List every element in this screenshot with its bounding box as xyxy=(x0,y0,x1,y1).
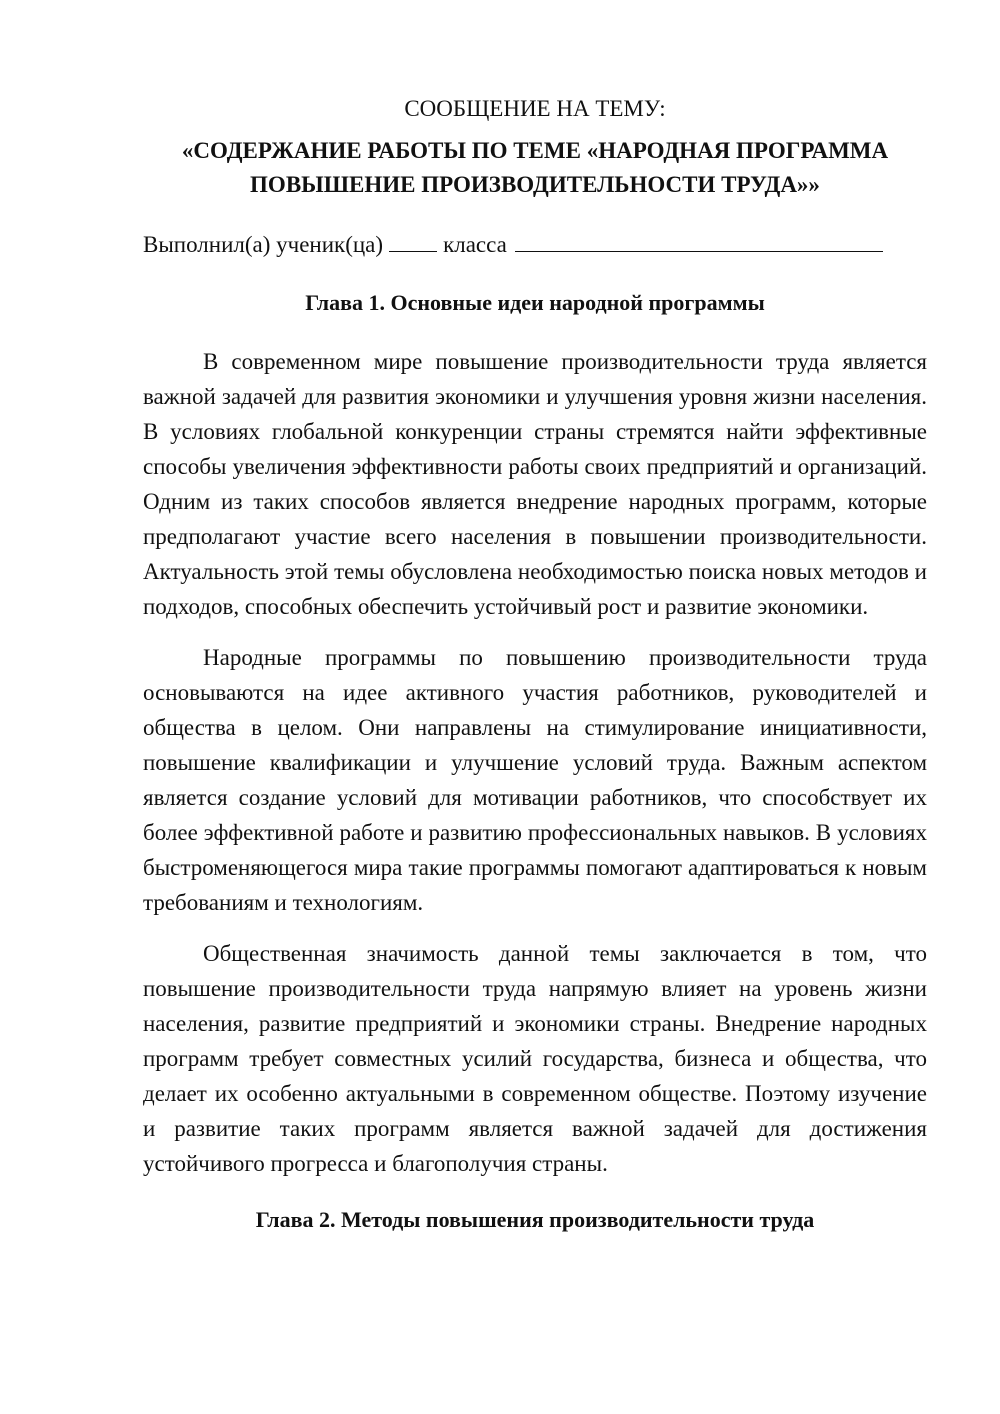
chapter-2-heading: Глава 2. Методы повышения производительности труда xyxy=(255,1207,815,1232)
document-header: СООБЩЕНИЕ НА ТЕМУ: xyxy=(404,96,666,121)
document-body xyxy=(143,92,927,1237)
author-label: Выполнил(а) ученик(ца) xyxy=(143,232,384,257)
class-number-blank xyxy=(389,229,437,252)
chapter-1-paragraph-1: В современном мире повышение производительности труда является важной задачей для развития экономики и улучшения уровня жизни населения. В условиях глобальной конкуренции страны стремятся найти эффективные способы увеличения эффективности работы своих предприятий и организаций. Одним из таких способов является внедрение народных программ, которые предполагают участие всего населения в повышении производительности. Актуальность этой темы обусловлена необходимостью поиска новых методов и подходов, способных обеспечить устойчивый рост и развитие экономики. xyxy=(143,349,927,619)
student-name-blank xyxy=(515,229,883,252)
chapter-1-paragraph-3: Общественная значимость данной темы заключается в том, что повышение производительности труда напрямую влияет на уровень жизни населения, развитие предприятий и экономики страны. Внедрение народных программ требует совместных усилий государства, бизнеса и общества, что делает их особенно актуальными в современном обществе. Поэтому изучение и развитие таких программ является важной задачей для достижения устойчивого прогресса и благополучия страны. xyxy=(143,941,927,1176)
class-label: класса xyxy=(443,232,507,257)
chapter-1-paragraph-2: Народные программы по повышению производительности труда основываются на идее активного участия работников, руководителей и общества в целом. Они направлены на стимулирование инициативности, повышение квалификации и улучшение условий труда. Важным аспектом является создание условий для мотивации работников, что способствует их более эффективной работе и развитию профессиональных навыков. В условиях быстроменяющегося мира такие программы помогают адаптироваться к новым требованиям и технологиям. xyxy=(143,645,927,915)
document-title-line-2: ПОВЫШЕНИЕ ПРОИЗВОДИТЕЛЬНОСТИ ТРУДА»» xyxy=(250,172,820,197)
document-title-line-1: «СОДЕРЖАНИЕ РАБОТЫ ПО ТЕМЕ «НАРОДНАЯ ПРОГРАММА xyxy=(181,138,889,163)
chapter-1-heading: Глава 1. Основные идеи народной программы xyxy=(305,290,765,315)
document-title xyxy=(143,134,927,202)
author-line xyxy=(143,228,927,262)
